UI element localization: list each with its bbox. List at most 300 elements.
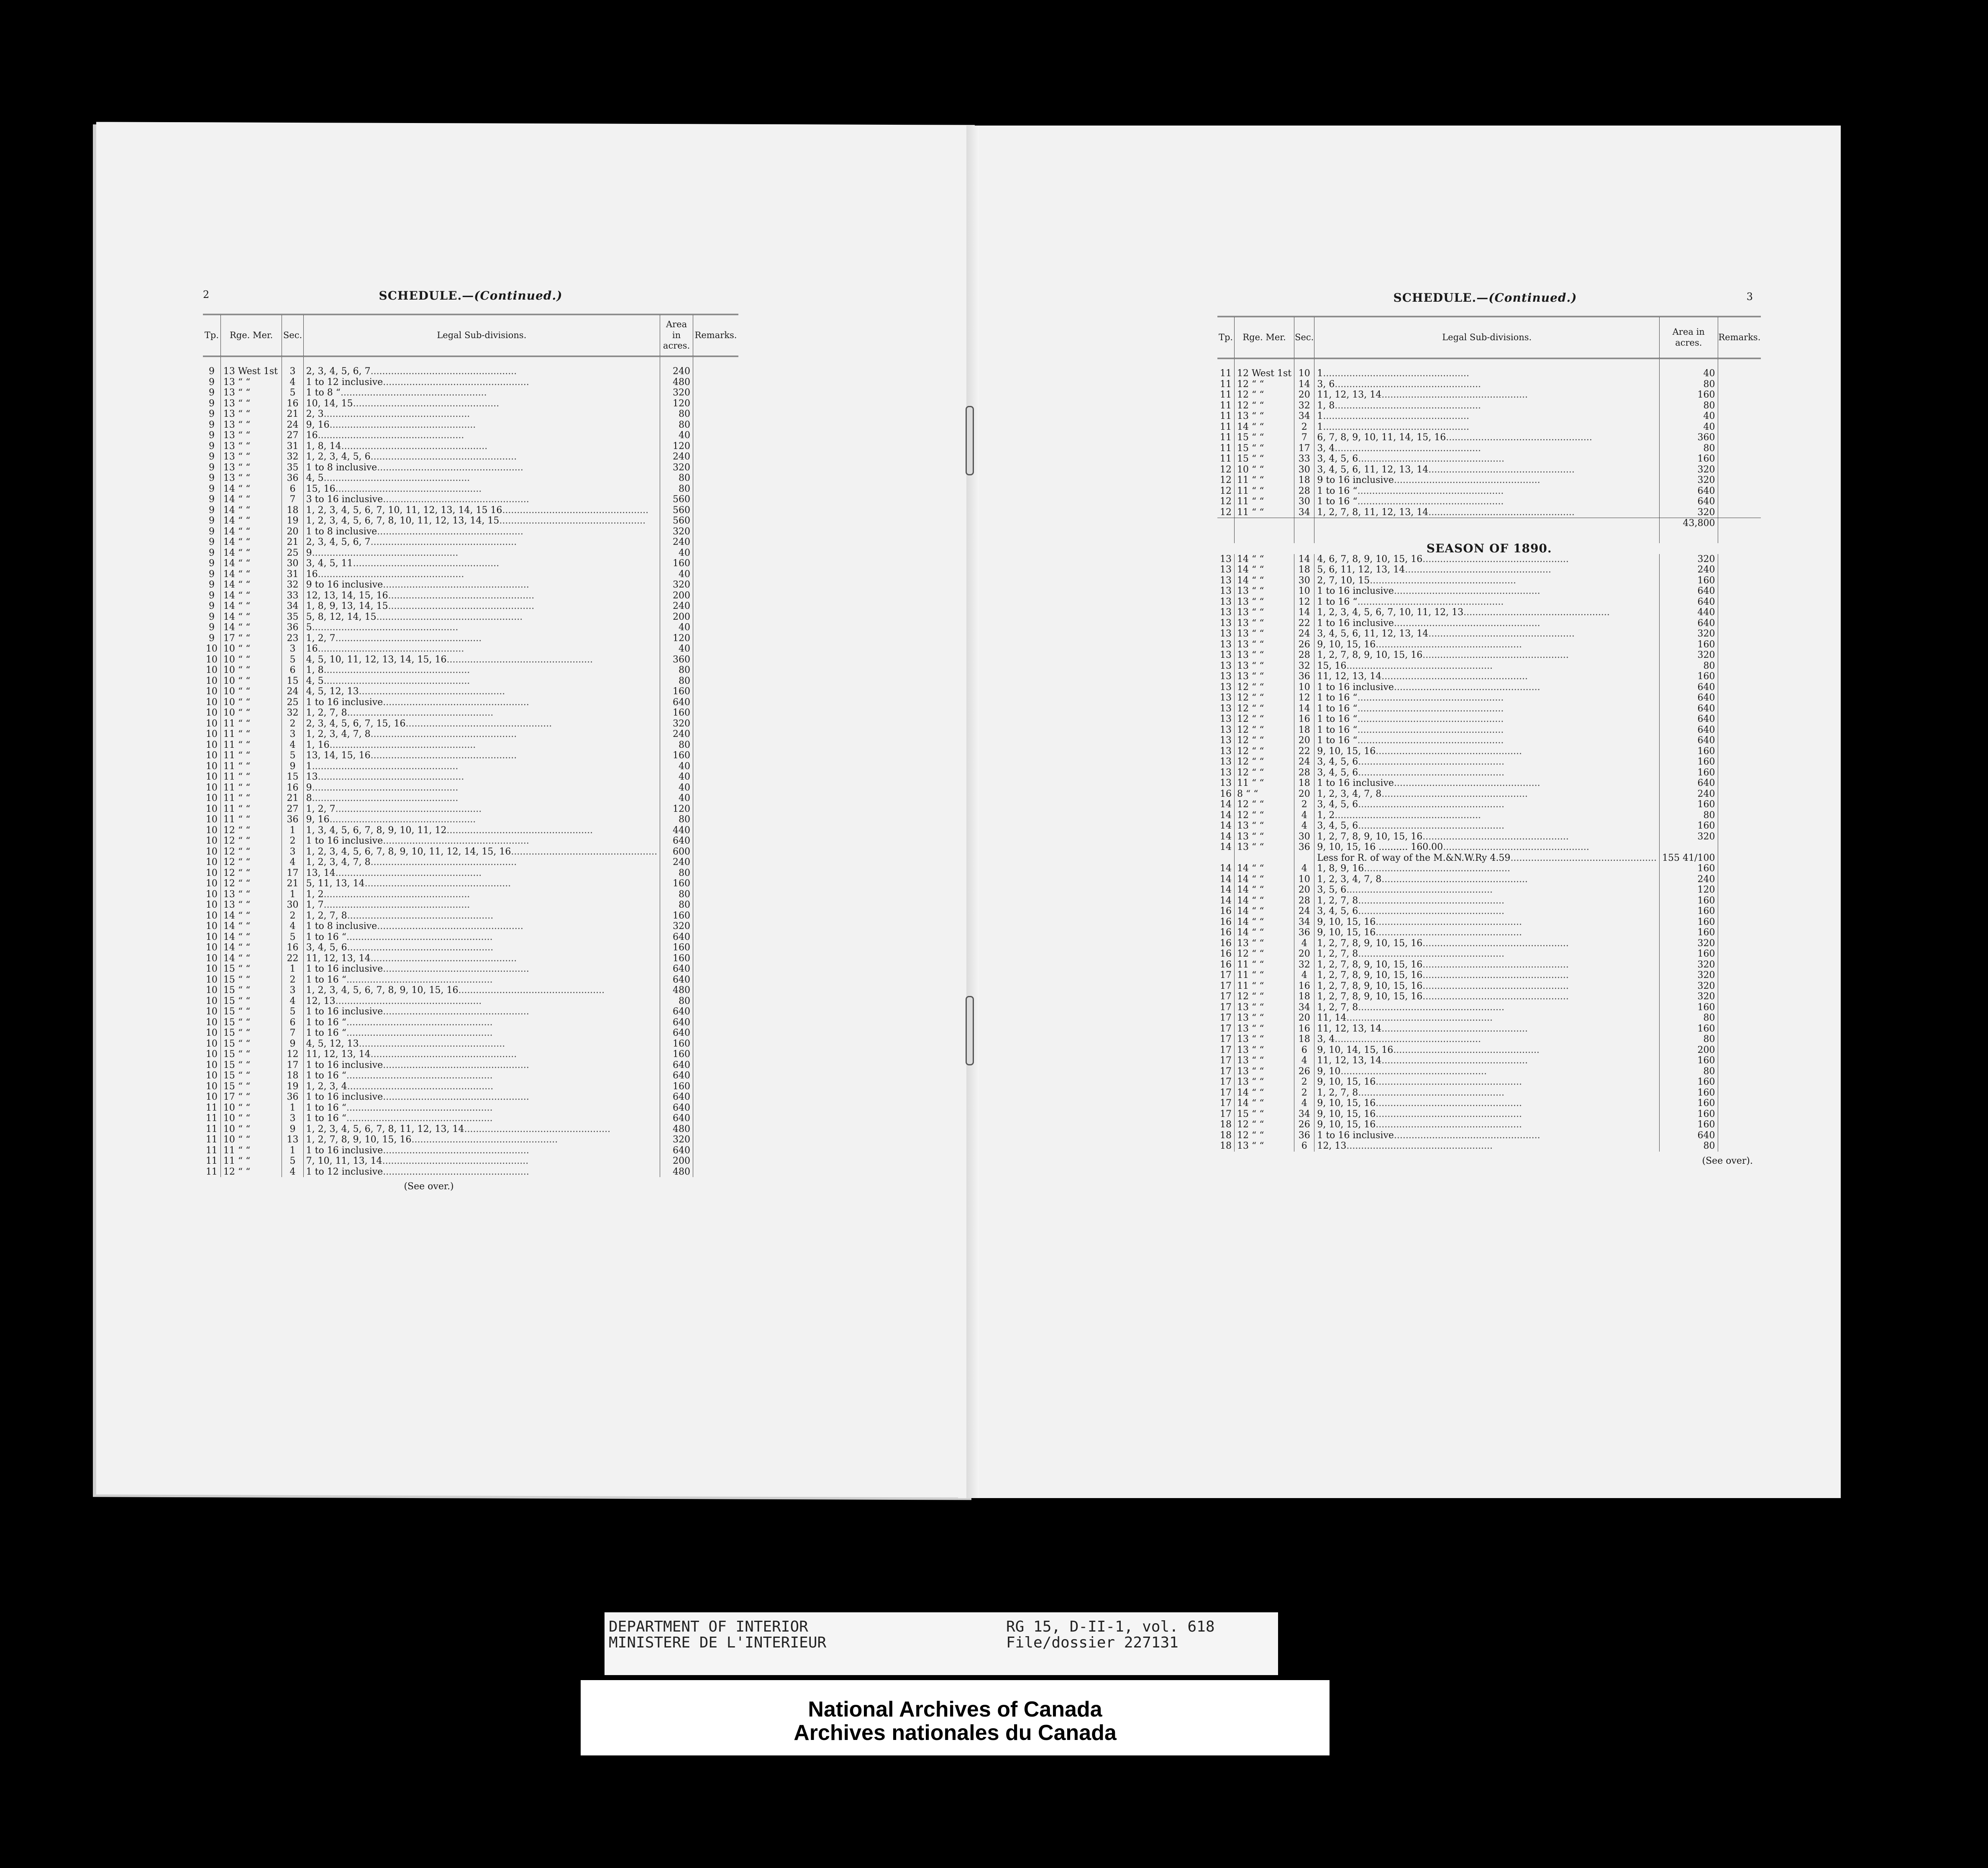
township-cell: 17 (1220, 1002, 1232, 1013)
township-cell: 13 (1220, 671, 1232, 682)
legal-subdivisions-cell: 1, 2, 7, 8, 9, 10, 15, 16.................................................. (303, 1134, 660, 1145)
range-meridian-cell: 14 “ “ (1235, 565, 1294, 575)
table-row (203, 1081, 738, 1092)
remarks-cell (693, 1028, 738, 1039)
remarks-cell (693, 1081, 738, 1092)
remarks-cell (1718, 927, 1761, 938)
area-cell: 40 (1660, 359, 1718, 379)
range-meridian-cell: 13 “ “ (1235, 650, 1294, 661)
table-row (203, 836, 738, 847)
staple-top (966, 406, 974, 475)
township-cell: 11 (1220, 390, 1232, 400)
remarks-cell (693, 1145, 738, 1156)
area-cell: 160 (660, 911, 693, 921)
remarks-cell (693, 548, 738, 559)
table-row (1217, 650, 1761, 661)
area-cell: 600 (660, 847, 693, 857)
table-row (1217, 842, 1761, 853)
remarks-cell (1718, 693, 1761, 703)
remarks-cell (693, 911, 738, 921)
township-cell: 10 (205, 857, 218, 867)
remarks-cell (693, 633, 738, 644)
section-cell: 24 (282, 686, 303, 697)
remarks-cell (693, 942, 738, 953)
section-cell: 35 (282, 612, 303, 623)
section-cell: 3 (282, 357, 303, 377)
section-cell: 5 (282, 1006, 303, 1017)
legal-subdivisions-cell: 1, 2, 3, 4, 7, 8.................................................. (1314, 874, 1660, 885)
area-cell: 40 (660, 761, 693, 772)
legal-subdivisions-cell: 1 to 16 “.................................................. (1314, 714, 1660, 725)
remarks-cell (693, 516, 738, 526)
remarks-cell (1718, 938, 1761, 949)
area-cell: 160 (1660, 1109, 1718, 1120)
legal-subdivisions-cell: 3, 6.................................................. (1314, 379, 1660, 390)
legal-subdivisions-cell: 3, 4, 5, 6.................................................. (1314, 757, 1660, 767)
legal-subdivisions-cell: 9, 16.................................................. (303, 420, 660, 431)
legal-subdivisions-cell: 1, 8.................................................. (1314, 400, 1660, 411)
township-cell: 11 (1220, 454, 1232, 464)
legal-subdivisions-cell: 1, 2, 3, 4, 5, 6, 7, 10, 11, 12, 13.................................................. (1314, 607, 1660, 618)
section-cell: 18 (1294, 565, 1314, 575)
area-cell: 80 (1660, 810, 1718, 821)
township-cell: 10 (205, 793, 218, 803)
township-cell: 10 (205, 867, 218, 878)
table-row (1217, 810, 1761, 821)
legal-subdivisions-cell: 12, 13.................................................. (303, 996, 660, 1007)
legal-subdivisions-cell: 9, 10, 15, 16.................................................. (1314, 1077, 1660, 1088)
range-meridian-cell: 13 “ “ (1235, 1013, 1294, 1024)
area-cell: 320 (660, 526, 693, 537)
area-cell: 320 (1660, 831, 1718, 842)
total-row (1217, 518, 1761, 544)
remarks-cell (1718, 981, 1761, 992)
remarks-cell (693, 1103, 738, 1114)
area-cell: 160 (1660, 454, 1718, 464)
area-cell: 160 (1660, 390, 1718, 400)
range-meridian-cell: 15 “ “ (1235, 443, 1294, 454)
range-meridian-cell: 12 “ “ (220, 857, 282, 868)
township-cell: 10 (205, 953, 218, 964)
township-cell: 16 (1220, 949, 1232, 959)
section-cell: 30 (1294, 575, 1314, 586)
remarks-cell (1718, 486, 1761, 497)
table-row (203, 601, 738, 612)
remarks-cell (693, 729, 738, 740)
area-cell: 80 (660, 814, 693, 825)
legal-subdivisions-cell: 1, 2.................................................. (303, 889, 660, 900)
township-cell: 17 (1220, 1066, 1232, 1077)
remarks-cell (1718, 799, 1761, 810)
legal-subdivisions-cell: 3, 4, 5, 6, 11, 12, 13, 14.................................................. (1314, 464, 1660, 475)
range-meridian-cell: 12 “ “ (220, 868, 282, 879)
area-cell: 640 (660, 1145, 693, 1156)
area-cell: 40 (660, 644, 693, 654)
township-cell: 13 (1220, 703, 1232, 714)
table-row (1217, 390, 1761, 400)
area-cell: 80 (660, 420, 693, 431)
area-cell: 160 (1660, 1119, 1718, 1130)
remarks-cell (693, 398, 738, 409)
table-row (203, 452, 738, 462)
area-cell: 360 (1660, 432, 1718, 443)
legal-subdivisions-cell: 9, 10, 15, 16.................................................. (1314, 1098, 1660, 1109)
township-cell: 10 (205, 910, 218, 921)
township-cell: 13 (1220, 575, 1232, 586)
legal-subdivisions-cell: 5, 8, 12, 14, 15.................................................. (303, 612, 660, 623)
area-cell: 240 (660, 537, 693, 548)
range-meridian-cell: 13 “ “ (1235, 1034, 1294, 1045)
page-title: SCHEDULE.—(Continued.) (1393, 291, 1577, 305)
legal-subdivisions-cell: 1 to 16 “.................................................. (303, 1017, 660, 1028)
area-cell: 640 (660, 1060, 693, 1071)
table-row (203, 526, 738, 537)
section-cell: 32 (1294, 960, 1314, 970)
range-meridian-cell: 13 “ “ (220, 473, 282, 484)
column-header: Remarks. (693, 315, 738, 357)
section-cell: 16 (1294, 714, 1314, 725)
township-cell: 9 (208, 580, 215, 590)
remarks-cell (1718, 1098, 1761, 1109)
legal-subdivisions-cell: 1 to 16 “.................................................. (1314, 725, 1660, 736)
section-cell: 30 (282, 900, 303, 911)
archive-reference-label (605, 1612, 1278, 1675)
range-meridian-cell: 13 “ “ (1235, 1045, 1294, 1056)
remarks-cell (1718, 735, 1761, 746)
section-cell: 3 (282, 985, 303, 996)
area-cell: 640 (1660, 1130, 1718, 1141)
range-meridian-cell: 11 “ “ (1235, 496, 1294, 507)
range-meridian-cell: 14 “ “ (1235, 874, 1294, 885)
table-row (1217, 927, 1761, 938)
table-row (203, 708, 738, 718)
legal-subdivisions-cell: 8.................................................. (303, 793, 660, 804)
remarks-cell (693, 590, 738, 601)
section-cell: 18 (1294, 725, 1314, 736)
remarks-cell (693, 889, 738, 900)
range-meridian-cell: 12 “ “ (1235, 949, 1294, 960)
legal-subdivisions-cell: 3, 4, 5, 6.................................................. (303, 942, 660, 953)
section-cell: 16 (282, 942, 303, 953)
township-cell: 13 (1220, 565, 1232, 575)
section-cell: 23 (282, 633, 303, 644)
remarks-cell (693, 1156, 738, 1167)
township-cell: 18 (1220, 1130, 1232, 1141)
table-row (203, 357, 738, 377)
section-cell: 6 (282, 484, 303, 495)
range-meridian-cell: 13 “ “ (1235, 1055, 1294, 1066)
legal-subdivisions-cell: 15, 16.................................................. (303, 484, 660, 495)
area-cell: 440 (660, 825, 693, 836)
legal-subdivisions-cell: 1, 2, 3, 4, 5, 6.................................................. (303, 452, 660, 462)
table-row (203, 900, 738, 911)
range-meridian-cell: 14 “ “ (220, 516, 282, 526)
township-cell: 10 (205, 708, 218, 718)
table-row (1217, 703, 1761, 714)
table-row (1217, 874, 1761, 885)
range-meridian-cell: 15 “ “ (220, 1017, 282, 1028)
legal-subdivisions-cell: 11, 12, 13, 14.................................................. (303, 1049, 660, 1060)
range-meridian-cell: 11 “ “ (220, 793, 282, 804)
legal-subdivisions-cell: 2, 3, 4, 5, 6, 7.................................................. (303, 357, 660, 377)
legal-subdivisions-cell: 1 to 16 “.................................................. (303, 975, 660, 985)
township-cell: 10 (205, 729, 218, 739)
area-cell: 80 (1660, 1013, 1718, 1024)
table-row (203, 441, 738, 452)
remarks-cell (693, 420, 738, 431)
table-row (1217, 661, 1761, 672)
legal-subdivisions-cell: 9, 10, 14, 15, 16.................................................. (1314, 1045, 1660, 1056)
township-cell: 13 (1220, 639, 1232, 650)
section-cell: 24 (1294, 757, 1314, 767)
remarks-cell (693, 1113, 738, 1124)
remarks-cell (1718, 390, 1761, 400)
legal-subdivisions-cell: 4, 5, 10, 11, 12, 13, 14, 15, 16.................................................. (303, 654, 660, 665)
table-row (1217, 767, 1761, 778)
remarks-cell (1718, 464, 1761, 475)
table-row (203, 996, 738, 1007)
township-cell: 9 (208, 462, 215, 473)
table-row (203, 505, 738, 516)
range-meridian-cell: 11 “ “ (1235, 475, 1294, 486)
township-cell: 11 (205, 1166, 218, 1177)
township-cell: 17 (1220, 1087, 1232, 1098)
range-meridian-cell: 11 “ “ (1235, 778, 1294, 789)
range-meridian-cell: 10 “ “ (220, 686, 282, 697)
township-cell: 10 (205, 814, 218, 825)
township-cell: 10 (205, 1028, 218, 1038)
schedule-table-right (1217, 316, 1761, 1152)
table-row (1217, 1055, 1761, 1066)
township-cell: 11 (1220, 411, 1232, 421)
legal-subdivisions-cell: Less for R. of way of the M.&N.W.Ry 4.59.................................................. (1314, 853, 1660, 864)
column-header: Rge. Mer. (1235, 317, 1294, 359)
legal-subdivisions-cell: 1.................................................. (1314, 411, 1660, 422)
table-row (203, 590, 738, 601)
township-cell: 13 (1220, 607, 1232, 618)
table-row (1217, 411, 1761, 422)
legal-subdivisions-cell: 1, 2, 3, 4, 5, 6, 7, 8, 9, 10, 11, 12, 14, 15, 16.................................................. (303, 847, 660, 857)
table-row (203, 398, 738, 409)
township-cell: 11 (205, 1113, 218, 1124)
legal-subdivisions-cell: 16.................................................. (303, 644, 660, 654)
legal-subdivisions-cell: 1.................................................. (303, 761, 660, 772)
section-cell: 4 (282, 996, 303, 1007)
section-cell: 18 (282, 1070, 303, 1081)
legal-subdivisions-cell: 2, 3, 4, 5, 6, 7, 15, 16.................................................. (303, 718, 660, 729)
legal-subdivisions-cell: 4, 5.................................................. (303, 473, 660, 484)
area-cell: 320 (660, 387, 693, 398)
range-meridian-cell: 14 “ “ (1235, 1098, 1294, 1109)
range-meridian-cell: 14 “ “ (220, 921, 282, 932)
remarks-cell (1718, 629, 1761, 639)
township-cell: 10 (205, 836, 218, 846)
township-cell: 9 (208, 537, 215, 547)
range-meridian-cell: 14 “ “ (1235, 896, 1294, 906)
remarks-cell (1718, 554, 1761, 565)
area-cell: 160 (1660, 1077, 1718, 1088)
area-cell: 640 (1660, 618, 1718, 629)
area-cell: 80 (1660, 1066, 1718, 1077)
section-cell: 32 (282, 708, 303, 718)
section-cell: 12 (1294, 693, 1314, 703)
table-row (203, 889, 738, 900)
township-cell: 13 (1220, 693, 1232, 703)
remarks-cell (1718, 422, 1761, 433)
legal-subdivisions-cell: 1, 2, 7, 8, 9, 10, 15, 16.................................................. (1314, 960, 1660, 970)
table-row (1217, 1013, 1761, 1024)
range-meridian-cell: 13 “ “ (220, 430, 282, 441)
township-cell: 13 (1220, 618, 1232, 629)
legal-subdivisions-cell: 1, 2, 7, 8, 9, 10, 15, 16.................................................. (1314, 981, 1660, 992)
range-meridian-cell: 11 “ “ (1235, 970, 1294, 981)
column-header: Sec. (1294, 317, 1314, 359)
legal-subdivisions-cell: 16.................................................. (303, 430, 660, 441)
range-meridian-cell: 15 “ “ (220, 1039, 282, 1049)
column-header: Area in acres. (1660, 317, 1718, 359)
area-cell: 240 (660, 729, 693, 740)
township-cell: 13 (1220, 660, 1232, 671)
legal-subdivisions-cell: 1, 2, 7, 8, 9, 10, 15, 16.................................................. (1314, 831, 1660, 842)
township-cell: 10 (205, 931, 218, 942)
range-meridian-cell: 12 “ “ (1235, 810, 1294, 821)
table-row (1217, 1002, 1761, 1013)
legal-subdivisions-cell: 3, 4.................................................. (1314, 443, 1660, 454)
column-header: Tp. (1217, 317, 1235, 359)
section-cell: 20 (1294, 735, 1314, 746)
range-meridian-cell: 11 “ “ (220, 804, 282, 815)
township-cell: 10 (205, 846, 218, 857)
staple-bottom (966, 996, 974, 1065)
township-cell: 12 (1220, 507, 1232, 518)
range-meridian-cell: 15 “ “ (1235, 432, 1294, 443)
section-cell: 20 (282, 526, 303, 537)
range-meridian-cell: 13 “ “ (1235, 1141, 1294, 1152)
range-meridian-cell: 12 “ “ (220, 847, 282, 857)
area-cell: 160 (660, 942, 693, 953)
section-cell: 2 (282, 911, 303, 921)
section-cell: 31 (282, 569, 303, 580)
range-meridian-cell: 13 “ “ (1235, 661, 1294, 672)
remarks-cell (693, 622, 738, 633)
area-cell: 120 (660, 633, 693, 644)
township-cell: 10 (205, 1081, 218, 1092)
range-meridian-cell: 13 “ “ (220, 900, 282, 911)
township-cell: 13 (1220, 596, 1232, 607)
remarks-cell (693, 708, 738, 718)
range-meridian-cell: 11 “ “ (220, 718, 282, 729)
range-meridian-cell: 12 “ “ (1235, 735, 1294, 746)
area-cell: 160 (660, 878, 693, 889)
remarks-cell (1718, 949, 1761, 960)
range-meridian-cell: 10 “ “ (220, 1103, 282, 1114)
legal-subdivisions-cell: 9, 10, 15, 16 .......... 160.00.................................................. (1314, 842, 1660, 853)
township-cell: 10 (205, 900, 218, 910)
section-cell: 7 (282, 1028, 303, 1039)
township-cell: 13 (1220, 650, 1232, 660)
page-number: 2 (203, 289, 210, 300)
remarks-cell (1718, 496, 1761, 507)
section-cell: 18 (1294, 778, 1314, 789)
table-row (1217, 746, 1761, 757)
section-cell: 21 (282, 409, 303, 420)
range-meridian-cell: 14 “ “ (220, 580, 282, 590)
area-cell: 640 (660, 975, 693, 985)
table-row (1217, 618, 1761, 629)
range-meridian-cell: 15 “ “ (220, 985, 282, 996)
range-meridian-cell: 14 “ “ (220, 911, 282, 921)
area-cell: 40 (660, 783, 693, 793)
area-cell: 160 (1660, 757, 1718, 767)
table-row (203, 804, 738, 815)
legal-subdivisions-cell: 1.................................................. (1314, 422, 1660, 433)
table-row (203, 911, 738, 921)
area-cell: 80 (660, 900, 693, 911)
section-cell: 24 (1294, 629, 1314, 639)
section-cell: 36 (282, 814, 303, 825)
legal-subdivisions-cell: 1, 2, 7, 8.................................................. (303, 708, 660, 718)
section-cell: 22 (1294, 618, 1314, 629)
range-meridian-cell: 14 “ “ (220, 526, 282, 537)
table-row (203, 878, 738, 889)
remarks-cell (1718, 1024, 1761, 1034)
township-cell: 9 (208, 516, 215, 526)
area-cell: 160 (1660, 799, 1718, 810)
area-cell: 640 (660, 836, 693, 847)
area-cell: 160 (660, 708, 693, 718)
section-cell: 21 (282, 793, 303, 804)
range-meridian-cell: 13 “ “ (220, 889, 282, 900)
area-cell: 480 (660, 377, 693, 388)
range-meridian-cell: 13 “ “ (220, 462, 282, 473)
area-cell: 160 (1660, 1098, 1718, 1109)
section-cell: 4 (1294, 938, 1314, 949)
legal-subdivisions-cell: 9, 10, 15, 16.................................................. (1314, 1119, 1660, 1130)
table-row (203, 580, 738, 590)
township-cell: 9 (208, 430, 215, 441)
legal-subdivisions-cell: 1 to 8 inclusive.................................................. (303, 462, 660, 473)
section-cell: 36 (282, 473, 303, 484)
table-row (1217, 1024, 1761, 1034)
table-row (1217, 896, 1761, 906)
section-cell: 10 (1294, 586, 1314, 597)
remarks-cell (693, 878, 738, 889)
total-row-cell (1217, 518, 1235, 544)
range-meridian-cell: 12 “ “ (1235, 714, 1294, 725)
range-meridian-cell: 13 “ “ (1235, 607, 1294, 618)
section-cell: 9 (282, 1039, 303, 1049)
section-cell: 4 (1294, 1098, 1314, 1109)
section-cell: 3 (282, 644, 303, 654)
township-cell: 9 (208, 622, 215, 633)
legal-subdivisions-cell: 1 to 16 inclusive.................................................. (303, 1092, 660, 1103)
legal-subdivisions-cell: 1 to 16 inclusive.................................................. (303, 1006, 660, 1017)
range-meridian-cell: 12 “ “ (1235, 682, 1294, 693)
remarks-cell (1718, 586, 1761, 597)
remarks-cell (1718, 1088, 1761, 1098)
remarks-cell (1718, 618, 1761, 629)
section-cell: 16 (1294, 981, 1314, 992)
remarks-cell (1718, 639, 1761, 650)
column-header: Area in acres. (660, 315, 693, 357)
legal-subdivisions-cell: 2, 7, 10, 15.................................................. (1314, 575, 1660, 586)
area-cell: 640 (1660, 725, 1718, 736)
legal-subdivisions-cell: 1 to 16 “.................................................. (1314, 486, 1660, 497)
section-cell: 14 (1294, 607, 1314, 618)
township-cell: 10 (205, 761, 218, 772)
table-row (203, 783, 738, 793)
legal-subdivisions-cell: 1, 7.................................................. (303, 900, 660, 911)
